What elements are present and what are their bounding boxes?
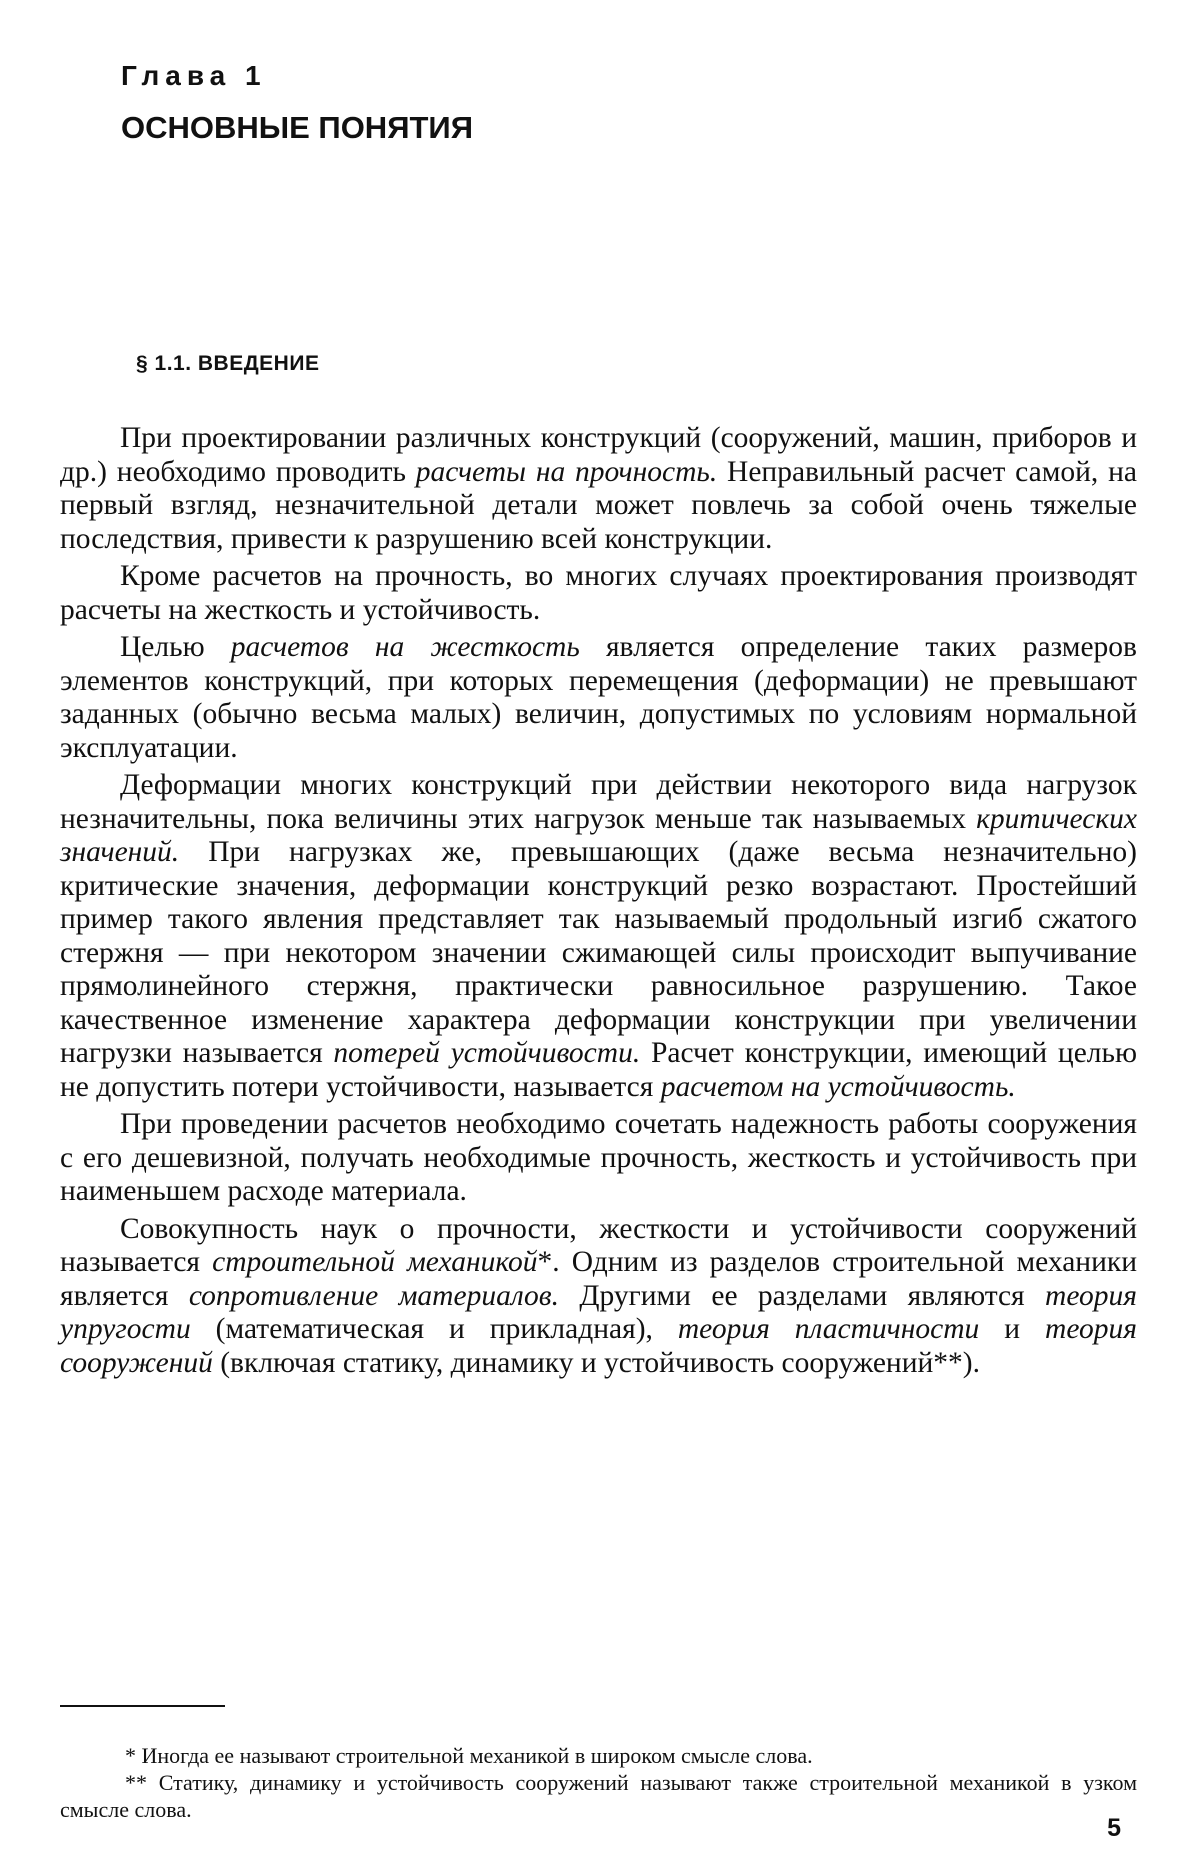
emphasis-term: потерей устойчивости. [333, 1037, 641, 1069]
text-run: При проведении расчетов необходимо сочетать надежность работы сооружения с его дешевизной, получать необходимые прочность, жесткость и устойчивость при наименьшем расходе материала. [60, 1108, 1137, 1207]
section-title: § 1.1. ВВЕДЕНИЕ [136, 352, 320, 375]
text-run: При проектировании различных конструкций (сооружений, машин, приборов и др.) необходимо проводить [60, 422, 1137, 488]
emphasis-term: расчетом на устойчивость. [660, 1070, 1016, 1103]
footnote: * Иногда ее называют строительной механикой в широком смысле слова. [125, 1743, 813, 1768]
emphasis-term: расчетов на жесткость [230, 631, 580, 663]
footnote: ** Статику, динамику и устойчивость сооружений называют также строительной механикой в узком смысле слова. [60, 1770, 1137, 1822]
page-number: 5 [1107, 1814, 1121, 1842]
footnotes [60, 1742, 1137, 1823]
text-run: Целью [120, 631, 231, 663]
paragraph [60, 560, 1137, 627]
text-run: Другими ее разделами являются [558, 1279, 1046, 1312]
paragraph [60, 1213, 1137, 1381]
footnote-divider [60, 1705, 225, 1707]
paragraph [60, 631, 1137, 765]
text-run: является определение таких размеров элементов конструкций, при которых перемещения (деформации) не превышают заданных (обычно весьма малых) величин, допустимых по условиям нормальной эксплуатации. [60, 631, 1137, 764]
text-run: (математическая и прикладная), [190, 1313, 678, 1345]
body-text [60, 422, 1137, 1384]
text-run: Неправильный расчет самой, на первый взгляд, незначительной детали может повлечь за собой очень тяжелые последствия, привести к разрушению всей конструкции. [60, 455, 1137, 555]
emphasis-term: теория пластичности [677, 1313, 980, 1345]
text-run: Кроме расчетов на прочность, во многих случаях проектирования производят расчеты на жесткость и устойчивость. [60, 560, 1137, 626]
text-run: Расчет конструкции, имеющий целью не допустить потери устойчивости, называется [60, 1037, 1138, 1103]
emphasis-term: расчеты на прочность. [415, 455, 718, 488]
chapter-title: ОСНОВНЫЕ ПОНЯТИЯ [121, 110, 473, 145]
text-run: *. Одним из разделов строительной механики является [60, 1246, 1137, 1312]
chapter-label: Глава 1 [121, 60, 267, 91]
emphasis-term: теория упругости [60, 1279, 1138, 1345]
emphasis-term: строительной механикой [212, 1246, 538, 1278]
text-run: При нагрузках же, превышающих (даже весьма незначительно) критические значения, деформации конструкций резко возрастают. Простейший пример такого явления представляет так называемый продольный изгиб сжатого стержня — при некотором значении сжимающей силы происходит выпучивание прямолинейного стержня, практически равносильное разрушению. Такое качественное изменение характера деформации конструкции при увеличении нагрузки называется [60, 836, 1137, 1069]
text-run: Деформации многих конструкций при действии некоторого вида нагрузок незначительны, пока величины этих нагрузок меньше так называемых [60, 769, 1137, 835]
emphasis-term: теория сооружений [60, 1313, 1137, 1379]
text-run: (включая статику, динамику и устойчивость сооружений**). [212, 1346, 980, 1379]
paragraph [60, 1108, 1137, 1209]
emphasis-term: критических значений. [60, 802, 1137, 868]
text-run: Совокупность наук о прочности, жесткости и устойчивости сооружений называется [60, 1212, 1137, 1278]
paragraph [60, 422, 1137, 556]
paragraph [60, 769, 1137, 1104]
emphasis-term: сопротивление материалов. [188, 1279, 559, 1312]
text-run: и [979, 1313, 1046, 1345]
